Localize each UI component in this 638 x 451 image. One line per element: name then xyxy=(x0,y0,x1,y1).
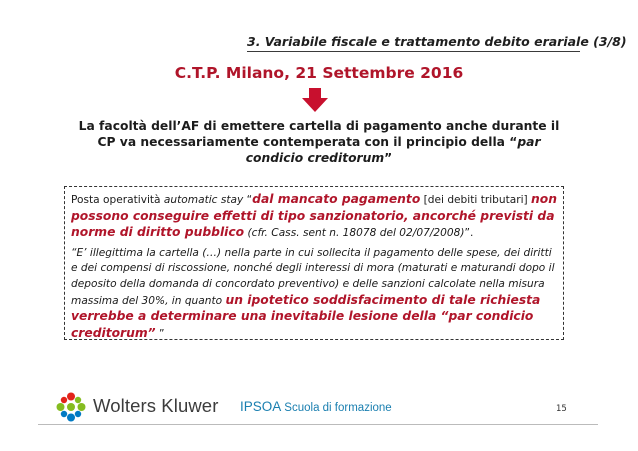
quote-paragraph-2 xyxy=(71,246,557,343)
quote-box xyxy=(64,186,564,340)
down-arrow-icon xyxy=(302,88,328,112)
brand-name: Wolters Kluwer xyxy=(93,395,219,416)
slide-header: 3. Variabile fiscale e trattamento debito erariale (3/8) xyxy=(247,34,627,49)
summary-text xyxy=(70,118,568,166)
publisher-label xyxy=(240,399,392,414)
wolters-kluwer-logo-icon xyxy=(56,392,86,422)
summary-italic: par condicio creditorum xyxy=(245,135,541,165)
quote1-red-2: non possono conseguire effetti di tipo sanzionatorio, ancorché previsti da norme di diritto pubblico xyxy=(71,192,557,240)
page-number: 15 xyxy=(556,404,567,414)
footer-rule xyxy=(38,424,598,425)
quote2-close: ” xyxy=(155,327,165,340)
quote1-italic-term: automatic stay xyxy=(163,194,244,206)
quote1-red-1: dal mancato pagamento xyxy=(252,192,421,206)
summary-part2: ” xyxy=(384,151,393,165)
quote2-red: un ipotetico soddisfacimento di tale richiesta verrebbe a determinare una inevitabile lesione della “par condicio creditorum” xyxy=(71,292,541,340)
ctp-title: C.T.P. Milano, 21 Settembre 2016 xyxy=(174,64,464,82)
quote1-citation: (cfr. Cass. sent n. 18078 del 02/07/2008) xyxy=(244,227,465,240)
quote1-intro: Posta operatività xyxy=(71,194,164,206)
header-rule xyxy=(247,51,580,52)
publisher-school: Scuola di formazione xyxy=(284,402,392,414)
quote-paragraph-1 xyxy=(71,192,557,242)
quote1-close: ”. xyxy=(464,227,474,240)
quote1-bracket: [dei debiti tributari] xyxy=(420,194,532,206)
publisher-name: IPSOA xyxy=(240,399,281,414)
quote2-italic-text: “E’ illegittima la cartella (…) nella parte in cui sollecita il pagamento delle spese, dei diritti e dei compensi di riscossione, nonché degli interessi di mora (maturati e maturandi dopo il deposito della domanda di concordato preventivo) e delle sanzioni calcolate nella misura massima del 30%, in quanto xyxy=(71,246,555,307)
quote1-open-quote: “ xyxy=(243,194,253,206)
summary-part1: La facoltà dell’AF di emettere cartella di pagamento anche durante il CP va necessariamente contemperata con il principio della “ xyxy=(78,119,560,149)
